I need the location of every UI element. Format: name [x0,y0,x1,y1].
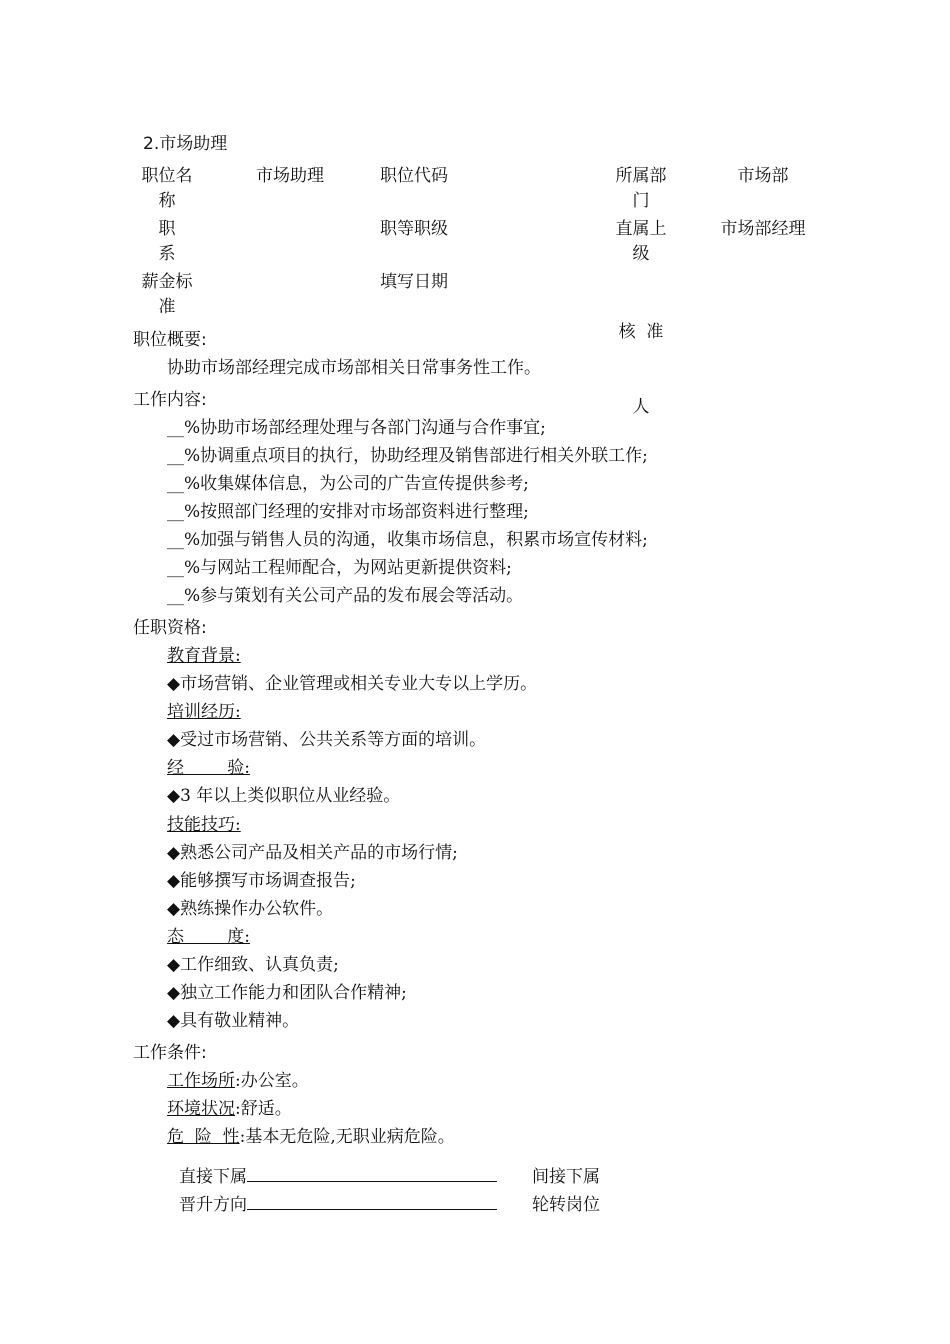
rotation-label: 轮转岗位 [532,1195,600,1215]
label-salary-standard: 薪金标 准 [141,272,193,317]
experience-label: 经 验: [167,758,250,778]
label-position-name: 职位名 称 [141,166,193,211]
environment-line [167,1094,292,1119]
overview-heading: 职位概要: [133,330,207,350]
duty-item: __%协调重点项目的执行，协助经理及销售部进行相关外联工作; [167,446,648,466]
overview-text: 协助市场部经理完成市场部相关日常事务性工作。 [167,358,541,378]
duty-item: __%协助市场部经理处理与各部门沟通与合作事宜; [167,418,546,438]
attitude-item: ◆具有敬业精神。 [167,1011,300,1031]
value-position-name: 市场助理 [256,166,324,186]
value-department: 市场部 [737,166,789,186]
label-approver: 核 准 人 [618,322,664,417]
work-place-line [167,1066,309,1091]
label-job-family: 职 系 [158,219,176,264]
direct-subordinate-line [179,1162,497,1187]
section-title: 2.市场助理 [143,134,228,154]
duty-item: __%按照部门经理的安排对市场部资料进行整理; [167,502,529,522]
education-item: ◆市场营销、企业管理或相关专业大专以上学历。 [167,674,538,694]
danger-line [167,1122,455,1147]
work-place-label: 工作场所 [167,1071,235,1091]
indirect-subordinate-label: 间接下属 [532,1167,600,1187]
danger-value: :基本无危险,无职业病危险。 [239,1127,455,1147]
education-label: 教育背景: [167,646,241,666]
training-label: 培训经历: [167,702,241,722]
environment-value: :舒适。 [235,1099,292,1119]
value-direct-superior: 市场部经理 [720,219,806,239]
skills-item: ◆熟悉公司产品及相关产品的市场行情; [167,843,458,863]
skills-item: ◆能够撰写市场调查报告; [167,871,356,891]
conditions-heading: 工作条件: [133,1043,207,1063]
duty-item: __%与网站工程师配合，为网站更新提供资料; [167,558,512,578]
direct-subordinate-label: 直接下属 [179,1167,247,1187]
label-department: 所属部 门 [615,166,667,211]
qualifications-heading: 任职资格: [133,618,207,638]
label-position-code: 职位代码 [380,166,448,186]
duty-item: __%收集媒体信息，为公司的广告宣传提供参考; [167,474,529,494]
label-grade-level: 职等职级 [380,219,448,239]
skills-item: ◆熟练操作办公软件。 [167,899,334,919]
skills-label: 技能技巧: [167,815,241,835]
label-direct-superior: 直属上 级 [615,219,667,264]
experience-item: ◆3 年以上类似职位从业经验。 [167,786,401,806]
duties-heading: 工作内容: [133,390,207,410]
training-item: ◆受过市场营销、公共关系等方面的培训。 [167,730,487,750]
environment-label: 环境状况 [167,1099,235,1119]
attitude-item: ◆工作细致、认真负责; [167,955,339,975]
promotion-line [179,1190,497,1215]
promotion-blank [247,1192,497,1210]
attitude-item: ◆独立工作能力和团队合作精神; [167,983,407,1003]
attitude-label: 态 度: [167,927,250,947]
label-fill-date: 填写日期 [380,272,448,292]
duty-item: __%加强与销售人员的沟通，收集市场信息，积累市场宣传材料; [167,530,648,550]
direct-subordinate-blank [247,1164,497,1182]
duty-item: __%参与策划有关公司产品的发布展会等活动。 [167,586,524,606]
promotion-label: 晋升方向 [179,1195,247,1215]
danger-label: 危 险 性 [167,1127,240,1147]
work-place-value: :办公室。 [235,1071,309,1091]
